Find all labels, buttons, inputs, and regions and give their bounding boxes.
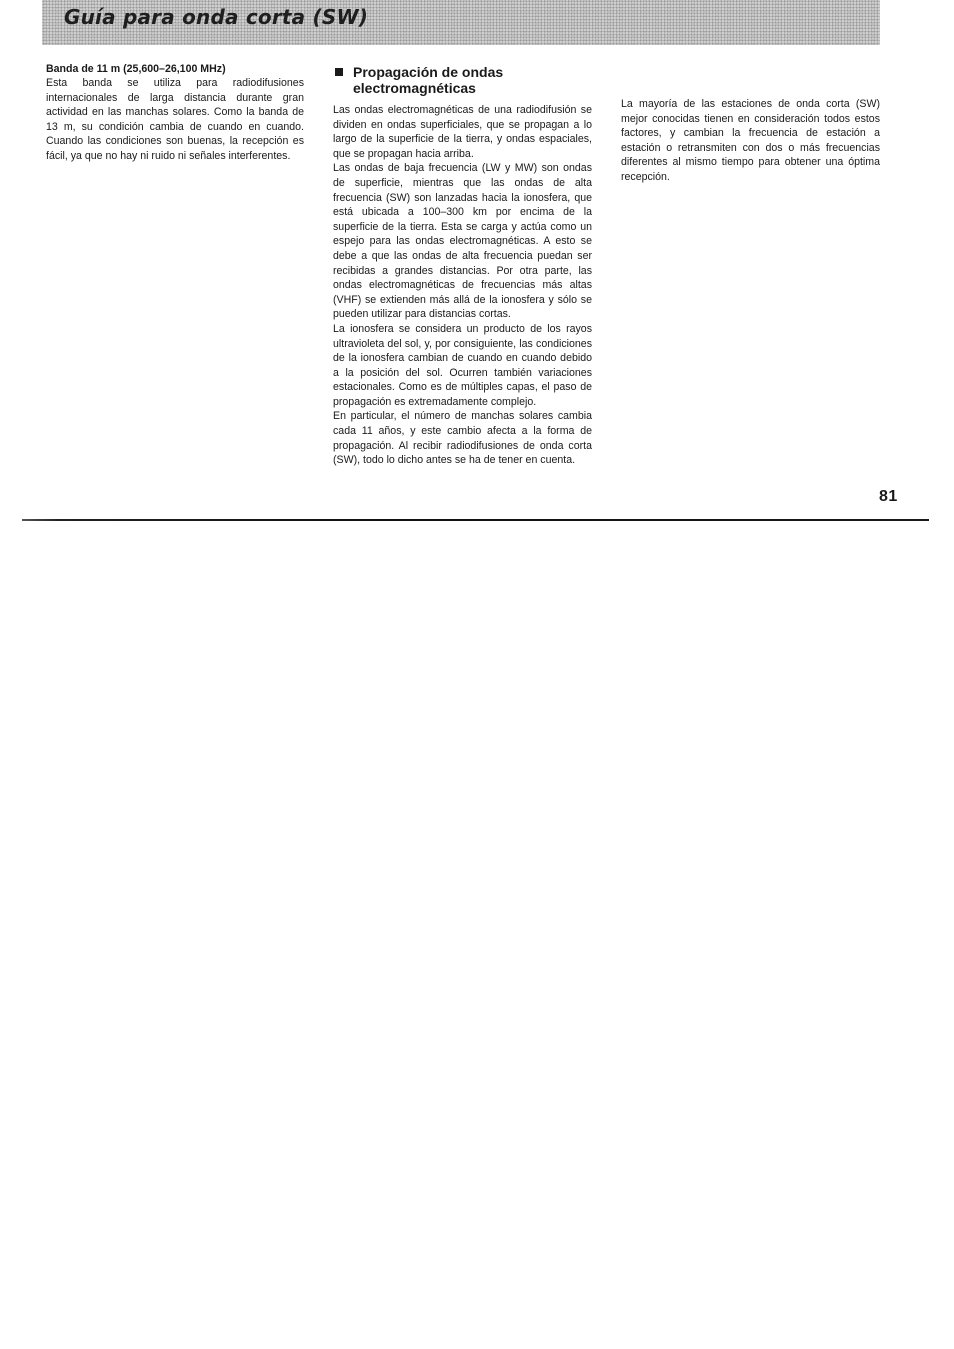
square-bullet-icon <box>335 68 343 76</box>
propagation-paragraph-3: La ionosfera se considera un producto de los rayos ultravioleta del sol, y, por consiguiente, las condiciones de la ionosfera cambian de cuando en cuando debido a la posición del sol. Ocurren también variaciones estacionales. Como es de múltiples capas, el paso de propagación es extremadamente complejo. <box>333 322 592 408</box>
section-heading-text: Propagación de ondas electromagnéticas <box>353 64 504 96</box>
band-subheading: Banda de 11 m (25,600–26,100 MHz) <box>46 63 226 75</box>
page-number: 81 <box>879 488 898 505</box>
propagation-paragraph-1: Las ondas electromagnéticas de una radiodifusión se dividen en ondas superficiales, que se propagan a lo largo de la superficie de la tierra, y ondas espaciales, que se propagan hacia arriba. <box>333 104 592 160</box>
column-stations <box>621 97 880 185</box>
header-band <box>42 0 880 45</box>
section-heading <box>333 64 592 96</box>
footer-rule <box>22 519 929 521</box>
column-propagation <box>333 64 592 468</box>
column-band-11m <box>46 62 304 164</box>
propagation-paragraph-4: En particular, el número de manchas solares cambia cada 11 años, y este cambio afecta a la forma de propagación. Al recibir radiodifusiones de onda corta (SW), todo lo dicho antes se ha de tener en cuenta. <box>333 410 592 467</box>
band-paragraph: Esta banda se utiliza para radiodifusiones internacionales de larga distancia durante gran actividad en las manchas solares. Como la banda de 13 m, su condición cambia de cuando en cuando. Cuando las condiciones son buenas, la recepción es fácil, ya que no hay ni ruido ni señales interferentes. <box>46 77 304 162</box>
stations-paragraph: La mayoría de las estaciones de onda corta (SW) mejor conocidas tienen en consideración todos estos factores, y cambian la frecuencia de estación a estación o retransmiten con dos o más frecuencias diferentes al mismo tiempo para obtener una óptima recepción. <box>621 98 880 183</box>
page-title: Guía para onda corta (SW) <box>64 5 369 29</box>
propagation-paragraph-2: Las ondas de baja frecuencia (LW y MW) son ondas de superficie, mientras que las ondas de alta frecuencia (SW) son lanzadas hacia la ionosfera, que está ubicada a 100–300 km por encima de la superficie de la tierra. Esta se carga y actúa como un espejo para las ondas electromagnéticas. A esto se debe a que las ondas de alta frecuencia puedan ser recibidas a grandes distancias. Por otra parte, las ondas electromagnéticas de frecuencias más altas (VHF) se extienden más allá de la ionosfera y sólo se pueden utilizar para distancias cortas. <box>333 162 592 321</box>
